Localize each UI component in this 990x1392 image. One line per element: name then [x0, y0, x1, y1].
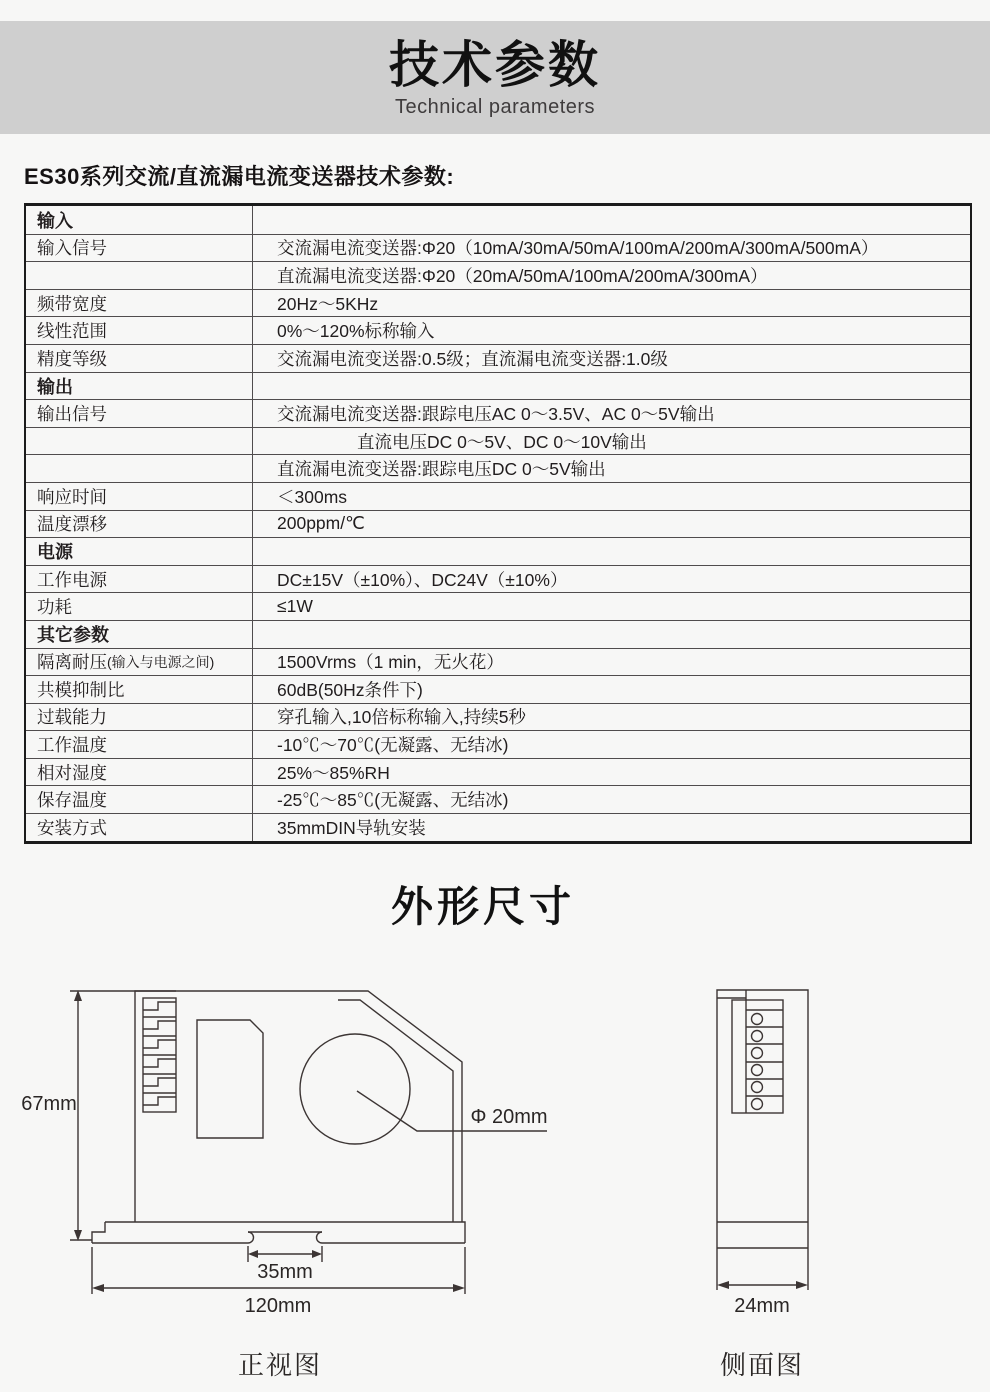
spec-value: 穿孔输入,10倍标称输入,持续5秒	[277, 707, 526, 728]
spec-value: DC±15V（±10%）、DC24V（±10%）	[277, 569, 568, 590]
table-row	[26, 703, 970, 731]
front-view-caption: 正视图	[237, 1350, 323, 1380]
spec-label	[26, 455, 253, 482]
spec-value: 交流漏电流变送器:跟踪电压AC 0～3.5V、AC 0～5V输出	[277, 403, 715, 424]
dimensions-section-title: 外形尺寸	[390, 883, 575, 930]
table-row	[26, 565, 970, 593]
terminal-screw	[752, 1065, 763, 1076]
table-row	[26, 620, 970, 648]
spec-value: 交流漏电流变送器:Φ20（10mA/30mA/50mA/100mA/200mA/300mA/500mA）	[277, 238, 879, 259]
spec-value: 直流漏电流变送器:跟踪电压DC 0～5V输出	[277, 459, 606, 480]
rail-dim-label: 35mm	[257, 1261, 313, 1283]
front-hole	[300, 1034, 410, 1144]
spec-value: 1500Vrms（1 min，无火花）	[277, 652, 504, 673]
spec-value: 直流漏电流变送器:Φ20（20mA/50mA/100mA/200mA/300mA）	[277, 265, 768, 286]
spec-value: -25℃～85℃(无凝露、无结冰)	[277, 790, 509, 811]
table-row	[26, 372, 970, 400]
spec-label: 共模抑制比	[26, 676, 253, 703]
table-row	[26, 537, 970, 565]
front-label-plate	[197, 1020, 263, 1138]
table-row	[26, 648, 970, 676]
height-dim-label: 67mm	[21, 1093, 77, 1115]
spec-label	[26, 649, 253, 676]
front-body-outline	[135, 991, 462, 1222]
table-row	[26, 592, 970, 620]
depth-dim-label: 24mm	[734, 1295, 790, 1317]
spec-value	[253, 373, 970, 400]
side-view-caption: 侧面图	[719, 1350, 805, 1380]
spec-label: 安装方式	[26, 814, 253, 841]
header-banner	[0, 21, 990, 134]
spec-label: 其它参数	[26, 621, 253, 648]
spec-value: 200ppm/℃	[277, 513, 365, 534]
spec-label: 温度漂移	[26, 511, 253, 538]
page-subtitle: Technical parameters	[394, 95, 596, 118]
spec-value: -10℃～70℃(无凝露、无结冰)	[277, 735, 509, 756]
front-view-drawing	[21, 990, 547, 1380]
spec-label: 保存温度	[26, 786, 253, 813]
spec-label: 过载能力	[26, 704, 253, 731]
spec-label: 功耗	[26, 593, 253, 620]
spec-table	[24, 203, 972, 844]
table-row	[26, 482, 970, 510]
table-row	[26, 234, 970, 262]
spec-label: 输出信号	[26, 400, 253, 427]
hole-dim-label: Φ 20mm	[470, 1106, 548, 1128]
rail-dimension-35mm	[248, 1246, 322, 1283]
depth-dimension-24mm	[717, 1281, 808, 1317]
side-view-drawing	[717, 990, 808, 1380]
spec-value: ≤1W	[277, 596, 313, 617]
spec-value: 35mmDIN导轨安装	[277, 817, 426, 838]
front-base	[92, 1222, 465, 1243]
spec-label: 输出	[26, 373, 253, 400]
spec-label: 相对湿度	[26, 759, 253, 786]
spec-label	[26, 262, 253, 289]
table-row	[26, 758, 970, 786]
spec-label: 工作电源	[26, 566, 253, 593]
height-dimension-67mm	[21, 990, 176, 1241]
spec-value	[253, 621, 970, 648]
front-body-inner-edge	[338, 1000, 453, 1222]
table-row	[26, 261, 970, 289]
spec-label: 响应时间	[26, 483, 253, 510]
table-row	[26, 785, 970, 813]
table-row	[26, 675, 970, 703]
table-row	[26, 730, 970, 758]
spec-label: 输入	[26, 206, 253, 234]
table-row	[26, 206, 970, 234]
spec-value: 25%～85%RH	[277, 762, 390, 783]
width-dim-label: 120mm	[244, 1295, 312, 1317]
table-row	[26, 454, 970, 482]
page-title: 技术参数	[389, 36, 601, 93]
table-row	[26, 427, 970, 455]
terminal-screw	[752, 1048, 763, 1059]
table-row	[26, 813, 970, 841]
spec-value: 20Hz～5KHz	[277, 293, 379, 314]
dimension-drawings	[0, 955, 990, 1392]
table-row	[26, 289, 970, 317]
spec-value: 0%～120%标称输入	[277, 321, 435, 342]
terminal-screw	[752, 1031, 763, 1042]
table-row	[26, 316, 970, 344]
spec-label	[26, 428, 253, 455]
spec-value: 60dB(50Hz条件下)	[277, 679, 423, 700]
front-terminal-block	[143, 998, 176, 1112]
terminal-screw	[752, 1014, 763, 1025]
spec-label: 工作温度	[26, 731, 253, 758]
terminal-screw	[752, 1082, 763, 1093]
spec-label: 线性范围	[26, 317, 253, 344]
table-row	[26, 510, 970, 538]
intro-text: ES30系列交流/直流漏电流变送器技术参数:	[24, 164, 455, 189]
table-row	[26, 399, 970, 427]
table-row	[26, 344, 970, 372]
spec-value: 交流漏电流变送器:0.5级；直流漏电流变送器:1.0级	[277, 348, 668, 369]
spec-label-note: (输入与电源之间)	[107, 653, 215, 670]
spec-label: 输入信号	[26, 235, 253, 262]
spec-label: 电源	[26, 538, 253, 565]
spec-value	[253, 206, 970, 234]
spec-value	[253, 538, 970, 565]
side-terminal-block	[732, 1000, 783, 1113]
spec-label: 频带宽度	[26, 290, 253, 317]
spec-value: 直流电压DC 0～5V、DC 0～10V输出	[357, 431, 647, 452]
spec-value: ＜300ms	[277, 486, 348, 507]
terminal-screw	[752, 1099, 763, 1110]
spec-label-main: 隔离耐压	[37, 652, 107, 673]
spec-label: 精度等级	[26, 345, 253, 372]
